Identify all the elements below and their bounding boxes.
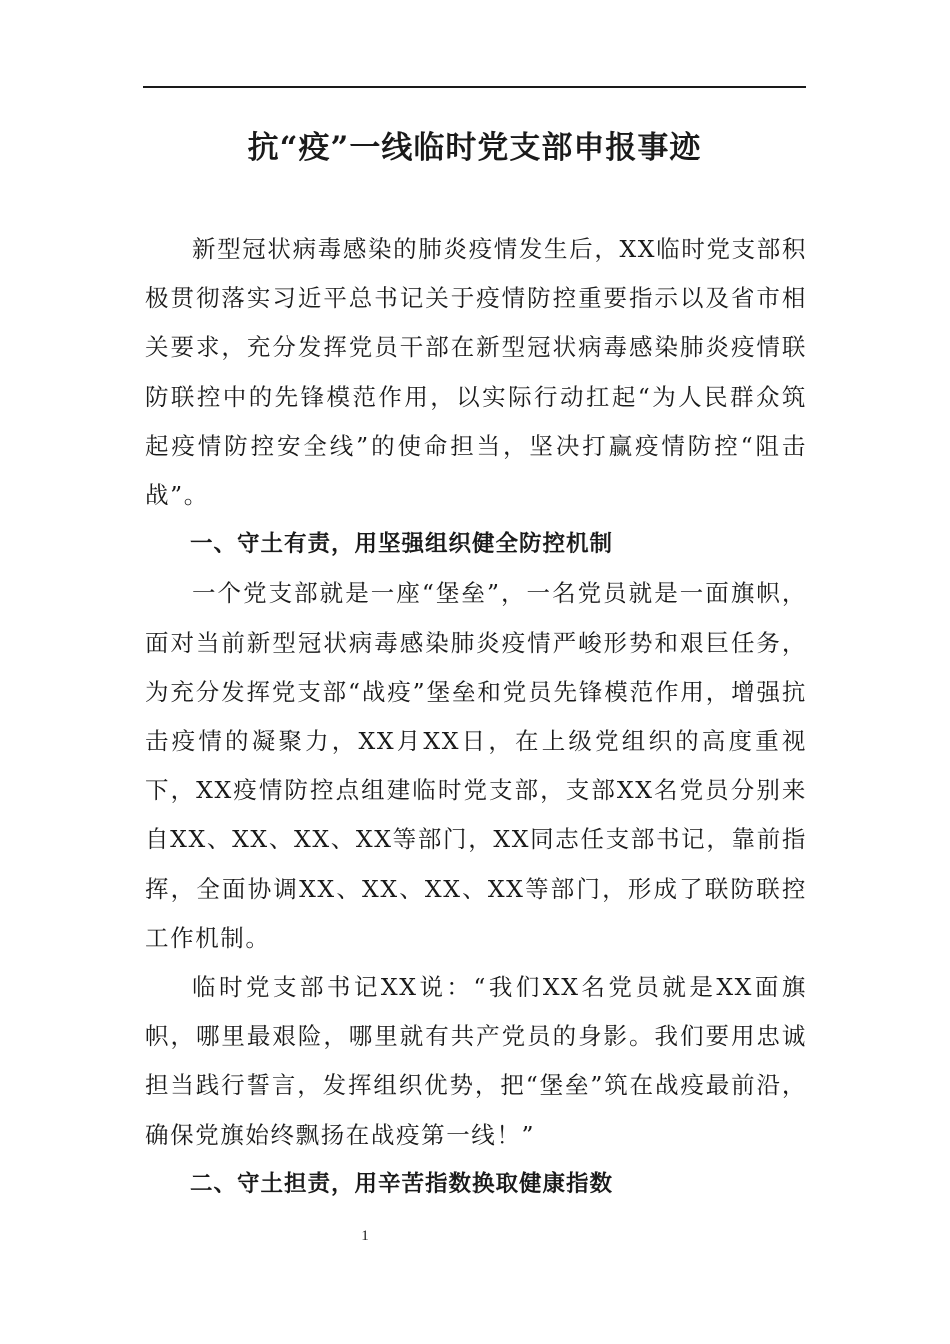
section-heading-1: 一、守土有责，用坚强组织健全防控机制 bbox=[190, 531, 614, 558]
document-body bbox=[145, 225, 807, 1209]
intro-paragraph: 新型冠状病毒感染的肺炎疫情发生后，XX临时党支部积极贯彻落实习近平总书记关于疫情防控重要指示以及省市相关要求，充分发挥党员干部在新型冠状病毒感染肺炎疫情联防联控中的先锋模范作用，以实际行动扛起“为人民群众筑起疫情防控安全线”的使命担当，坚决打赢疫情防控“阻击战”。 bbox=[145, 235, 807, 510]
section-1-paragraph-2: 临时党支部书记XX说：“我们XX名党员就是XX面旗帜，哪里最艰险，哪里就有共产党员的身影。我们要用忠诚担当践行誓言，发挥组织优势，把“堡垒”筑在战疫最前沿，确保党旗始终飘扬在战疫第一线！” bbox=[145, 973, 807, 1149]
header-rule bbox=[143, 86, 806, 88]
document-title: 抗“疫”一线临时党支部申报事迹 bbox=[247, 130, 702, 166]
page-number: 1 bbox=[361, 1228, 369, 1244]
section-heading-2: 二、守土担责，用辛苦指数换取健康指数 bbox=[190, 1170, 614, 1197]
section-1-paragraph-1: 一个党支部就是一座“堡垒”，一名党员就是一面旗帜，面对当前新型冠状病毒感染肺炎疫情严峻形势和艰巨任务，为充分发挥党支部“战疫”堡垒和党员先锋模范作用，增强抗击疫情的凝聚力，XX月XX日，在上级党组织的高度重视下，XX疫情防控点组建临时党支部，支部XX名党员分别来自XX、XX、XX、XX等部门，XX同志任支部书记，靠前指挥，全面协调XX、XX、XX、XX等部门，形成了联防联控工作机制。 bbox=[145, 579, 807, 952]
